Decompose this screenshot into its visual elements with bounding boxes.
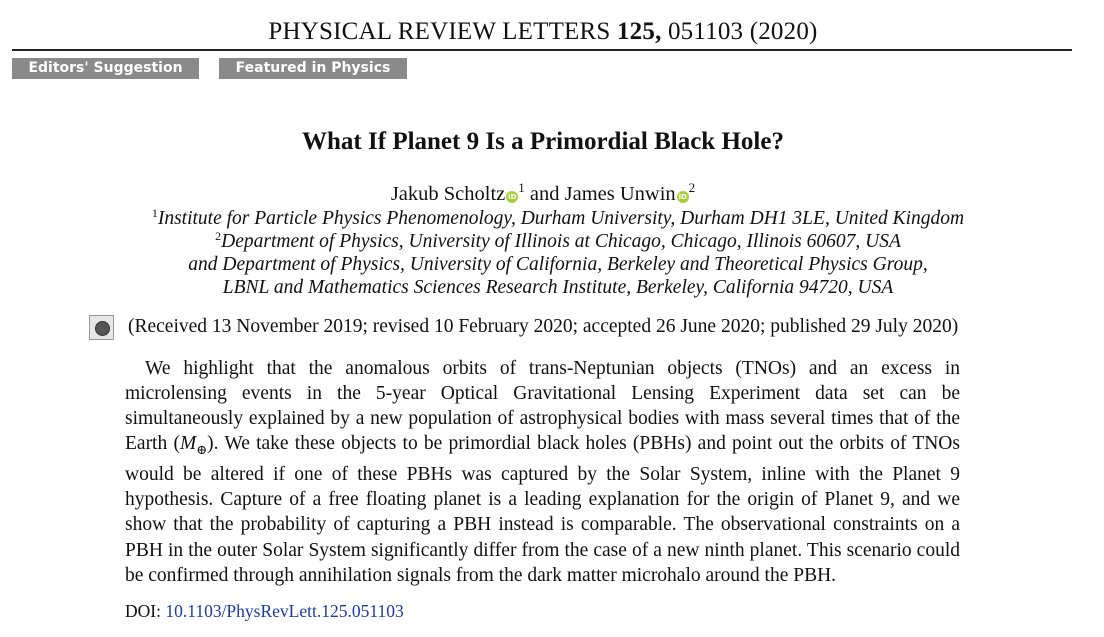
journal-volume: 125, (616, 18, 662, 45)
header-rule (12, 49, 1072, 51)
affiliation-text: and Department of Physics, University of California, Berkeley and Theoretical Physics Group, (188, 254, 928, 275)
article-number: 051103 (2020) (667, 18, 818, 45)
orcid-icon[interactable]: iD (508, 193, 517, 201)
journal-header (14, 18, 1072, 46)
affiliation-number: 1 (151, 206, 158, 220)
editors-suggestion-badge[interactable]: Editors' Suggestion (12, 58, 199, 79)
abstract (125, 356, 960, 588)
author-list (14, 180, 1072, 206)
affiliation (14, 231, 1102, 253)
received-dates: (Received 13 November 2019; revised 10 February 2020; accepted 26 June 2020; published 29 July 2020) (128, 316, 959, 337)
author-affiliation-number: 1 (518, 180, 525, 195)
doi-label: DOI: (125, 601, 161, 621)
affiliation-number: 2 (215, 229, 222, 243)
earth-symbol: ⊕ (196, 442, 208, 458)
paper-title: What If Planet 9 Is a Primordial Black Hole? (302, 128, 784, 155)
affiliation (14, 277, 1102, 299)
affiliation-text: Department of Physics, University of Illinois at Chicago, Chicago, Illinois 60607, USA (221, 231, 901, 252)
featured-in-physics-badge[interactable]: Featured in Physics (219, 58, 407, 79)
abstract-text: We highlight that the anomalous orbits of trans-Neptunian objects (TNOs) and an excess in microlensing events in the 5-year Optical Gravitational Lensing Experiment data set can be simultaneously explained by a new population of astrophysical bodies with mass several times that of the Earth ( (125, 358, 960, 455)
abstract-text: ). We take these objects to be primordial black holes (PBHs) and point out the orbits of TNOs would be altered if one of these PBHs was captured by the Solar System, inline with the Planet 9 hypothesis. Capture of a free floating planet is a leading explanation for the origin of Planet 9, and we show that the probability of capturing a PBH instead is comparable. The observational constraints on a PBH in the outer Solar System significantly differ from the case of a new ninth planet. This scenario could be confirmed through annihilation signals from the dark matter microhalo around the PBH. (125, 433, 960, 586)
earth-mass-symbol: M (179, 433, 197, 455)
orcid-icon[interactable]: iD (678, 193, 687, 201)
affiliation (14, 208, 1102, 230)
affiliation-text: Institute for Particle Physics Phenomenology, Durham University, Durham DH1 3LE, United Kingdom (157, 208, 965, 229)
author-affiliation-number: 2 (688, 180, 696, 195)
doi (125, 601, 404, 622)
author-conjunction: and (529, 183, 560, 205)
author-name: Jakub Scholtz (390, 183, 506, 205)
history-icon[interactable] (89, 315, 114, 340)
doi-link[interactable]: 10.1103/PhysRevLett.125.051103 (165, 601, 404, 621)
journal-name: PHYSICAL REVIEW LETTERS (268, 18, 611, 45)
affiliation (14, 254, 1102, 276)
author-name: James Unwin (564, 183, 676, 205)
affiliation-text: LBNL and Mathematics Sciences Research Institute, Berkeley, California 94720, USA (222, 277, 894, 298)
